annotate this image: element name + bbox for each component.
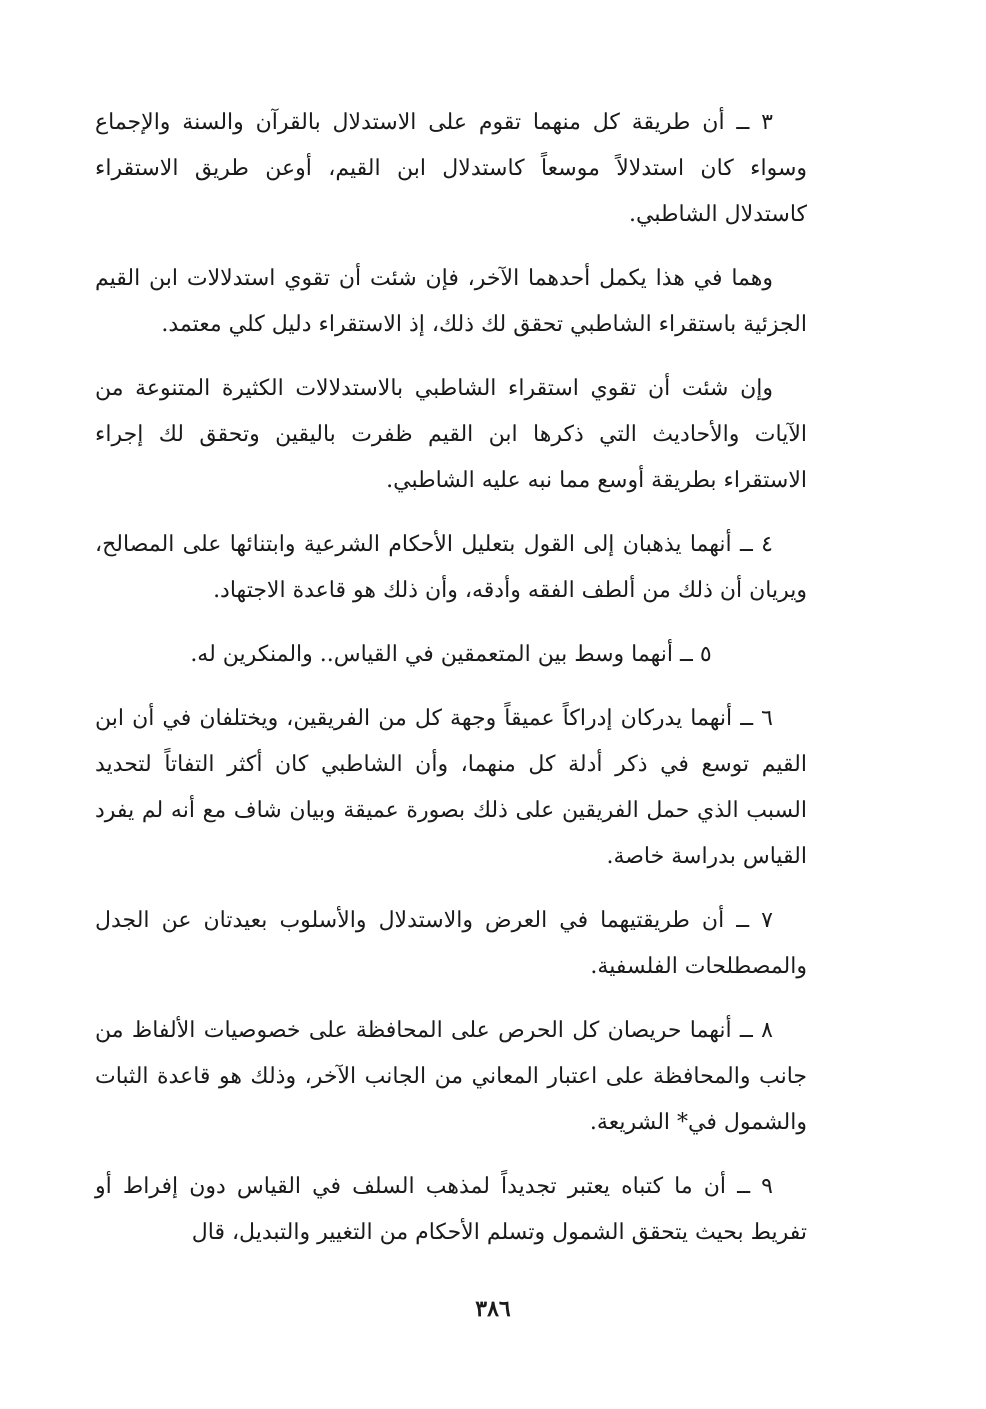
page-number: ٣٨٦ [475, 1296, 511, 1322]
paragraph-complement: وهما في هذا يكمل أحدهما الآخر، فإن شئت أن تقوي استدلالات ابن القيم الجزئية باستقراء الشاطبي تحقق لك ذلك، إذ الاستقراء دليل كلي معتمد. [95, 266, 807, 337]
paragraph-point-9: ٩ ــ أن ما كتباه يعتبر تجديداً لمذهب السلف في القياس دون إفراط أو تفريط بحيث يتحقق الشمول وتسلم الأحكام من التغيير والتبديل، قال [95, 1174, 807, 1245]
document-page [95, 100, 807, 1274]
paragraph-strengthen: وإن شئت أن تقوي استقراء الشاطبي بالاستدلالات الكثيرة المتنوعة من الآيات والأحاديث التي ذكرها ابن القيم ظفرت باليقين وتحقق لك إجراء الاستقراء بطريقة أوسع مما نبه عليه الشاطبي. [95, 376, 807, 493]
paragraph-point-6: ٦ ــ أنهما يدركان إدراكاً عميقاً وجهة كل من الفريقين، ويختلفان في أن ابن القيم توسع في ذكر أدلة كل منهما، وأن الشاطبي كان أكثر التفاتاً لتحديد السبب الذي حمل الفريقين على ذلك بصورة عميقة وبيان شاف مع أنه لم يفرد القياس بدراسة خاصة. [95, 706, 807, 869]
paragraph-point-3: ٣ ــ أن طريقة كل منهما تقوم على الاستدلال بالقرآن والسنة والإجماع وسواء كان استدلالاً موسعاً كاستدلال ابن القيم، أوعن طريق الاستقراء كاستدلال الشاطبي. [95, 110, 807, 227]
paragraph-point-8: ٨ ــ أنهما حريصان كل الحرص على المحافظة على خصوصيات الألفاظ من جانب والمحافظة على اعتبار المعاني من الجانب الآخر، وذلك هو قاعدة الثبات والشمول في* الشريعة. [95, 1018, 807, 1135]
paragraph-point-4: ٤ ــ أنهما يذهبان إلى القول بتعليل الأحكام الشرعية وابتنائها على المصالح، ويريان أن ذلك من ألطف الفقه وأدقه، وأن ذلك هو قاعدة الاجتهاد. [95, 532, 807, 603]
paragraph-point-7: ٧ ــ أن طريقتيهما في العرض والاستدلال والأسلوب بعيدتان عن الجدل والمصطلحات الفلسفية. [95, 908, 807, 979]
paragraph-point-5: ٥ ــ أنهما وسط بين المتعمقين في القياس.. والمنكرين له. [190, 642, 712, 667]
